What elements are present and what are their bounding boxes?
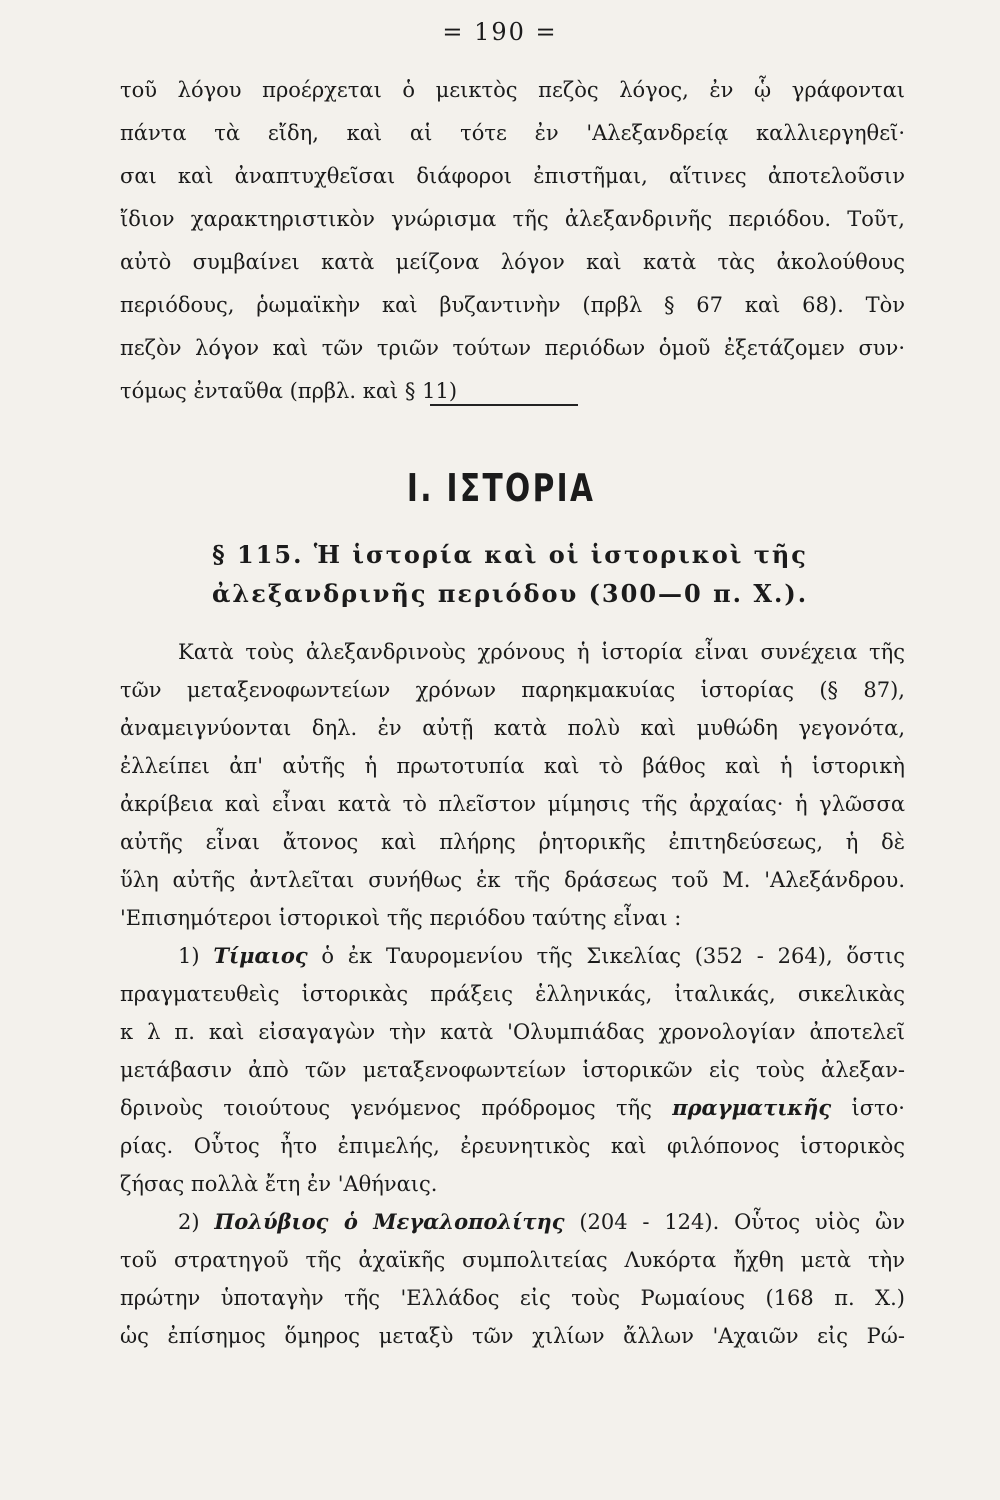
text-line: αὐτὸ συμβαίνει κατὰ μείζονα λόγον καὶ κατὰ τὰς ἀκολούθους [120,250,905,274]
text-line: τοῦ στρατηγοῦ τῆς ἀχαϊκῆς συμπολιτείας Λυκόρτα ἤχθη μετὰ τὴν [120,1248,905,1272]
section-title: Ι. ΙΣΤΟΡΙΑ [406,466,596,510]
text-line: ζήσας πολλὰ ἔτη ἐν 'Αθήναις. [120,1172,438,1196]
paragraph-heading-line-1: § 115. Ἡ ἱστορία καὶ οἱ ἱστορικοὶ τῆς [212,540,808,569]
text-line: ἐλλείπει ἀπ' αὐτῆς ἡ πρωτοτυπία καὶ τὸ βάθος καὶ ἡ ἱστορικὴ [120,754,905,778]
historian-name: Τίμαιος [213,943,308,968]
section-divider [430,404,578,406]
text-line: μετάβασιν ἀπὸ τῶν μεταξενοφωντείων ἱστορικῶν εἰς τοὺς ἀλεξαν- [120,1058,905,1082]
page-number: = 190 = [442,18,558,46]
list-item-number: 1) [178,944,200,968]
text-span: ὁ ἐκ Ταυρομενίου τῆς Σικελίας (352 - 264), ὅστις [321,944,905,968]
text-line: περιόδους, ῥωμαϊκὴν καὶ βυζαντινὴν (πρβλ § 67 καὶ 68). Τὸν [120,293,905,317]
text-span: ἱστο· [851,1096,905,1120]
text-line: τοῦ λόγου προέρχεται ὁ μεικτὸς πεζὸς λόγος, ἐν ᾧ γράφονται [120,78,905,102]
text-line: τῶν μεταξενοφωντείων χρόνων παρηκμακυίας ἱστορίας (§ 87), [120,678,905,702]
text-line: κ λ π. καὶ εἰσαγαγὼν τὴν κατὰ 'Ολυμπιάδας χρονολογίαν ἀποτελεῖ [120,1020,905,1044]
text-line: ἀναμειγνύονται δηλ. ἐν αὐτῇ κατὰ πολὺ καὶ μυθώδη γεγονότα, [120,716,905,740]
list-item-1-first-line [178,940,905,972]
text-line: πρώτην ὑποταγὴν τῆς 'Ελλάδος εἰς τοὺς Ρωμαίους (168 π. Χ.) [120,1286,905,1310]
text-line: ρίας. Οὗτος ἦτο ἐπιμελής, ἐρευνητικὸς καὶ φιλόπονος ἱστορικὸς [120,1134,905,1158]
text-line: ἴδιον χαρακτηριστικὸν γνώρισμα τῆς ἀλεξανδρινῆς περιόδου. Τοῦτ, [120,207,905,231]
paragraph-heading-line-2: ἀλεξανδρινῆς περιόδου (300—0 π. Χ.). [211,579,809,608]
text-line: πάντα τὰ εἴδη, καὶ αἱ τότε ἐν 'Αλεξανδρείᾳ καλλιεργηθεῖ· [120,121,905,145]
text-line: σαι καὶ ἀναπτυχθεῖσαι διάφοροι ἐπιστῆμαι, αἵτινες ἀποτελοῦσιν [120,164,905,188]
list-item-2-first-line [178,1206,905,1238]
text-span: (204 - 124). Οὗτος υἱὸς ὢν [579,1210,905,1234]
text-span: δρινοὺς τοιούτους γενόμενος πρόδρομος τῆς [120,1096,652,1120]
text-line: Κατὰ τοὺς ἀλεξανδρινοὺς χρόνους ἡ ἱστορία εἶναι συνέχεια τῆς [178,640,905,664]
text-line: 'Επισημότεροι ἱστορικοὶ τῆς περιόδου ταύτης εἶναι : [120,906,682,930]
text-line [120,1092,905,1124]
text-line: ὡς ἐπίσημος ὅμηρος μεταξὺ τῶν χιλίων ἄλλων 'Αχαιῶν εἰς Ρώ- [120,1324,905,1348]
emphasized-word: πραγματικῆς [672,1095,832,1120]
text-line: πραγματευθεὶς ἱστορικὰς πράξεις ἑλληνικάς, ἰταλικάς, σικελικὰς [120,982,905,1006]
text-line: αὐτῆς εἶναι ἄτονος καὶ πλήρης ῥητορικῆς ἐπιτηδεύσεως, ἡ δὲ [120,830,905,854]
historian-name: Πολύβιος ὁ Μεγαλοπολίτης [214,1209,565,1234]
text-line: ὕλη αὐτῆς ἀντλεῖται συνήθως ἐκ τῆς δράσεως τοῦ Μ. 'Αλεξάνδρου. [120,868,905,892]
text-line: τόμως ἐνταῦθα (πρβλ. καὶ § 11) [120,379,458,403]
text-line: πεζὸν λόγον καὶ τῶν τριῶν τούτων περιόδων ὁμοῦ ἐξετάζομεν συν· [120,336,905,360]
text-line: ἀκρίβεια καὶ εἶναι κατὰ τὸ πλεῖστον μίμησις τῆς ἀρχαίας· ἡ γλῶσσα [120,792,905,816]
list-item-number: 2) [178,1210,200,1234]
